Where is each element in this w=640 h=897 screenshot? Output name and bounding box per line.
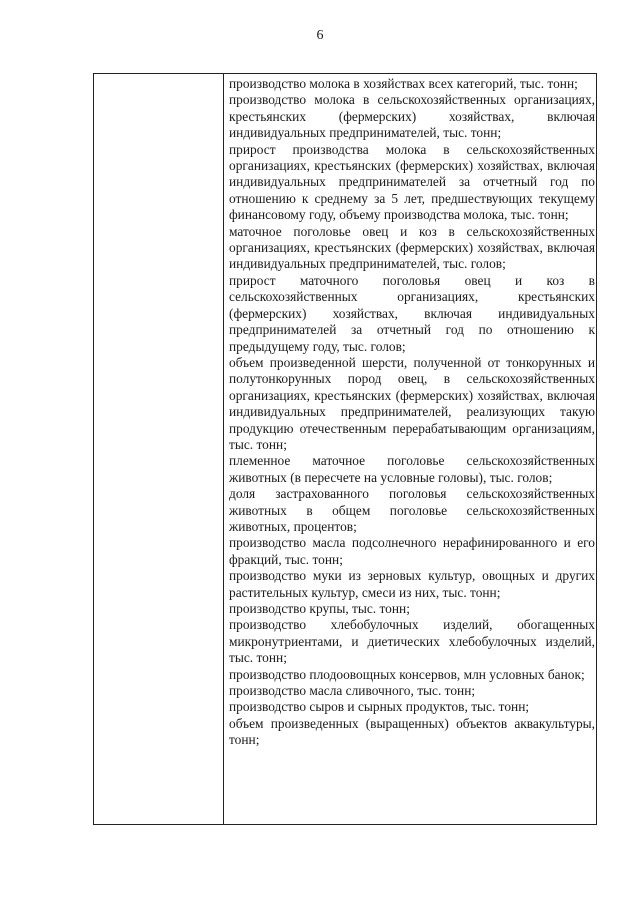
indicator-entry: объем произведенной шерсти, полученной от тонкорунных и полутонкорунных пород овец, в сельскохозяйственных организациях, крестьянских (фермерских) хозяйствах, включая индивидуальных предпринимателей, реализующих такую продукцию отечественным перерабатывающим организациям, тыс. тонн; [229, 354, 595, 452]
indicator-entry: племенное маточное поголовье сельскохозяйственных животных (в пересчете на условные головы), тыс. голов; [229, 453, 595, 485]
document-table [93, 73, 597, 825]
table-left-cell [94, 74, 224, 824]
indicator-entry: прирост маточного поголовья овец и коз в сельскохозяйственных организациях, крестьянских (фермерских) хозяйствах, включая индивидуальных предпринимателей за отчетный год по отношению к предыдущему году, тыс. голов; [229, 272, 595, 354]
indicator-entry: производство масла подсолнечного нерафинированного и его фракций, тыс. тонн; [229, 535, 595, 567]
indicator-entry: производство молока в хозяйствах всех категорий, тыс. тонн; [229, 76, 578, 91]
indicator-entry: прирост производства молока в сельскохозяйственных организациях, крестьянских (фермерских) хозяйствах, включая индивидуальных предпринимателей за отчетный год по отношению к среднему за 5 лет, предшествующих текущему финансовому году, объему производства молока, тыс. тонн; [229, 141, 595, 223]
indicator-entry: производство плодоовощных консервов, млн условных банок; [229, 666, 585, 682]
indicator-entry: маточное поголовье овец и коз в сельскохозяйственных организациях, крестьянских (фермерских) хозяйствах, включая индивидуальных предпринимателей, тыс. голов; [229, 223, 595, 272]
indicator-entry: производство муки из зерновых культур, овощных и других растительных культур, смеси из них, тыс. тонн; [229, 568, 595, 600]
table-right-cell [224, 74, 598, 824]
indicator-entry: производство молока в сельскохозяйственных организациях, крестьянских (фермерских) хозяйствах, включая индивидуальных предпринимателей, тыс. тонн; [229, 92, 595, 141]
indicator-entry: производство хлебобулочных изделий, обогащенных микронутриентами, и диетических хлебобулочных изделий, тыс. тонн; [229, 617, 595, 666]
indicator-entry: производство сыров и сырных продуктов, тыс. тонн; [229, 699, 530, 715]
indicator-entry: производство крупы, тыс. тонн; [229, 601, 410, 616]
indicator-entry: производство масла сливочного, тыс. тонн; [229, 683, 476, 699]
indicator-entry: объем произведенных (выращенных) объектов аквакультуры, тонн; [229, 715, 595, 748]
indicator-entry: доля застрахованного поголовья сельскохозяйственных животных в общем поголовье сельскохозяйственных животных, процентов; [229, 486, 595, 534]
page-number: 6 [316, 28, 324, 43]
